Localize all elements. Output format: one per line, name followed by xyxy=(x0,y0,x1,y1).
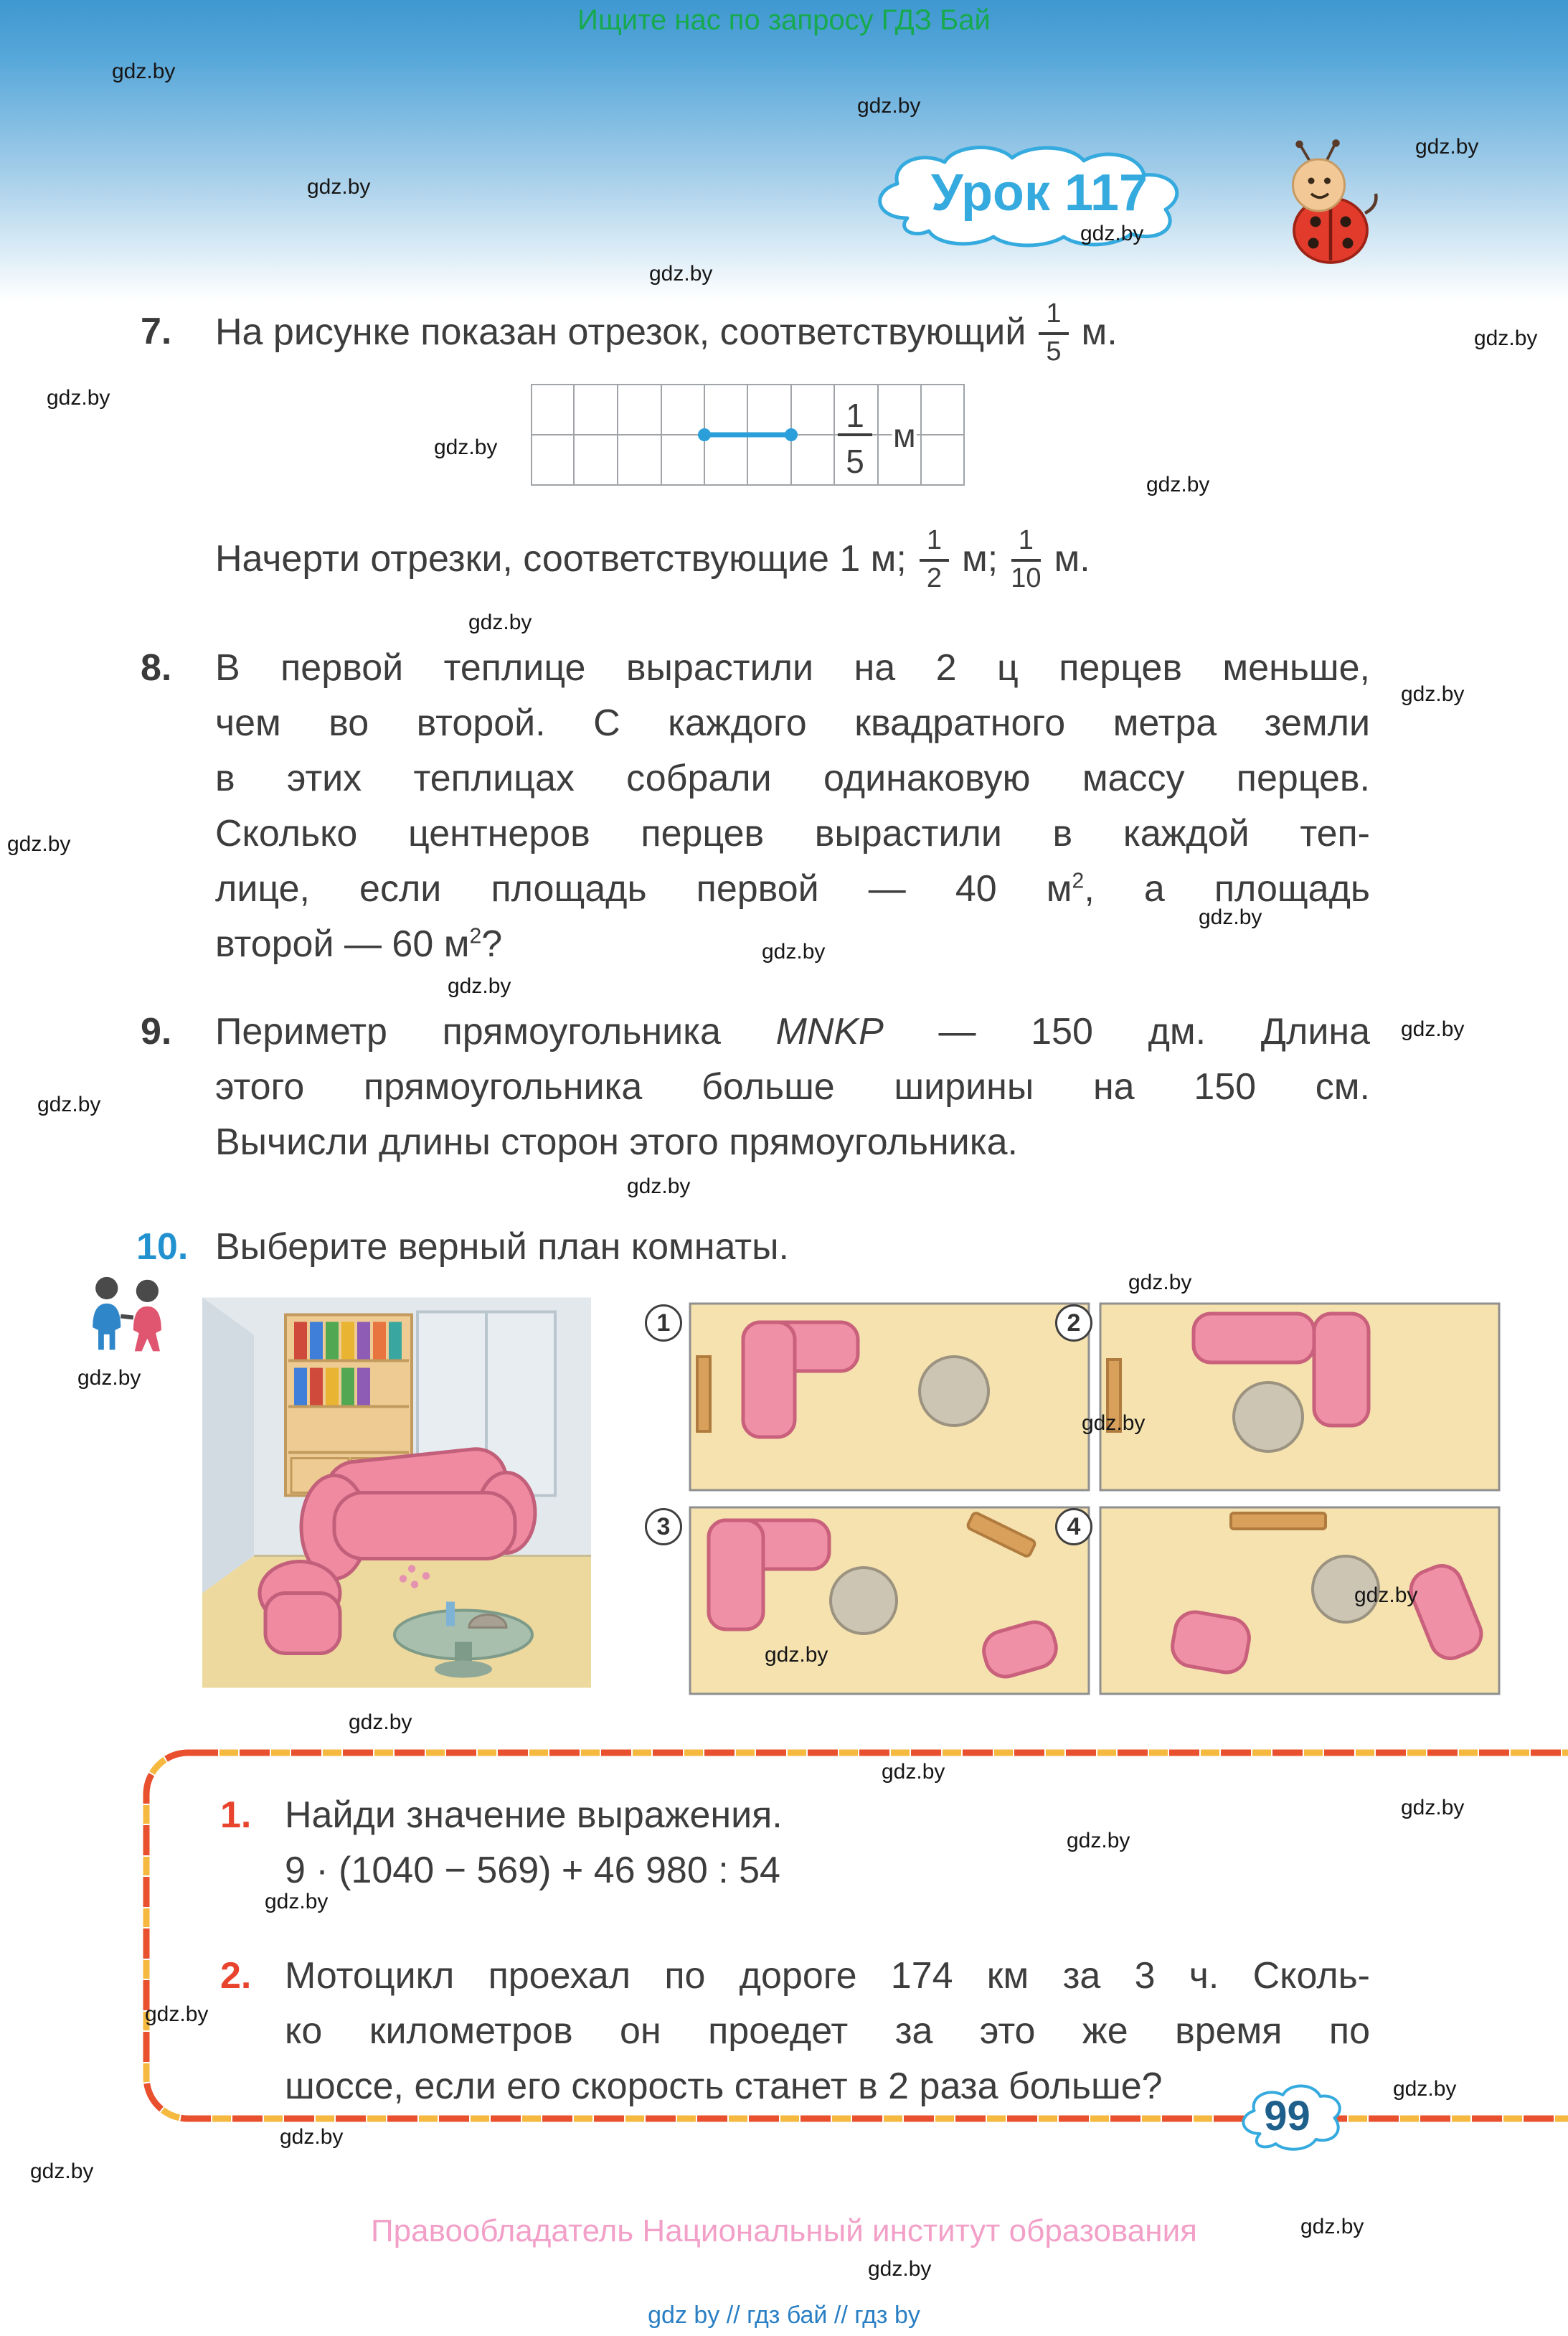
problem-10-text xyxy=(215,1220,1370,1275)
watermark-text: gdz.by xyxy=(1393,2077,1457,2101)
problem-9-text xyxy=(215,1004,1370,1170)
copyright-text: Правообладатель Национальный институт образования xyxy=(371,2213,1197,2248)
watermark-text: gdz.by xyxy=(1067,1829,1130,1852)
problem-8-text xyxy=(215,641,1370,972)
watermark-text: gdz.by xyxy=(37,1093,101,1116)
text-line: шоссе, если его скорость станет в 2 раза больше? xyxy=(285,2066,1163,2107)
top-banner: Ищите нас по запросу ГДЗ Бай xyxy=(577,4,991,36)
watermark-text: gdz.by xyxy=(448,974,511,998)
superscript: 2 xyxy=(469,924,482,948)
watermark-text: gdz.by xyxy=(868,2257,932,2281)
watermark-text: gdz.by xyxy=(1401,1796,1465,1819)
text-line: в этих теплицах собрали одинаковую массу перцев. xyxy=(215,758,1370,799)
watermark-text: gdz.by xyxy=(627,1174,691,1198)
watermark-text: gdz.by xyxy=(1199,905,1262,929)
page-number: 99 xyxy=(1264,2092,1310,2139)
text-line: Выберите верный план комнаты. xyxy=(215,1226,789,1268)
text-line: Периметр прямоугольника MNKP — 150 дм. Длина xyxy=(215,1011,1370,1052)
watermark-text: gdz.by xyxy=(1401,682,1465,706)
figure-fraction-numerator: 1 xyxy=(846,397,864,434)
watermark-text: gdz.by xyxy=(1401,1017,1465,1041)
rectangle-name: MNKP xyxy=(775,1011,884,1052)
boxed-problem-1-text xyxy=(285,1788,1370,1898)
watermark-text: gdz.by xyxy=(857,94,921,118)
watermark-text: gdz.by xyxy=(280,2125,344,2149)
room-illustration xyxy=(202,1297,591,1692)
boxed-problem-1-number: 1. xyxy=(220,1794,252,1836)
fraction-one-tenth: $\frac{1}{10}$ xyxy=(1011,524,1042,593)
fraction-one-fifth: $\frac{1}{5}$ xyxy=(1039,298,1068,367)
boxed-problem-2-text xyxy=(285,1949,1370,2114)
armchair xyxy=(260,1562,340,1654)
watermark-text: gdz.by xyxy=(765,1643,828,1667)
text-line: Найди значение выражения. xyxy=(285,1794,783,1836)
problem-8-number: 8. xyxy=(141,647,172,689)
plan-2-drawing xyxy=(1099,1302,1501,1492)
lesson-cloud xyxy=(856,141,1223,250)
plan-2-badge: 2 xyxy=(1055,1304,1092,1342)
text-line: этого прямоугольника больше ширины на 150 см. xyxy=(215,1066,1370,1108)
text-segment: м. xyxy=(1081,311,1118,353)
watermark-text: gdz.by xyxy=(30,2160,94,2183)
watermark-text: gdz.by xyxy=(762,940,826,964)
plan-3-drawing xyxy=(689,1506,1090,1695)
text-line: второй — 60 $м^2$? xyxy=(215,923,503,965)
watermark-text: gdz.by xyxy=(1300,2215,1364,2238)
watermark-text: gdz.by xyxy=(1128,1271,1192,1294)
text-segment: Начерти отрезки, соответствующие 1 м; xyxy=(215,538,907,580)
plan-4-badge: 4 xyxy=(1055,1508,1092,1545)
gdz-links[interactable]: gdz by // гдз бай // гдз by xyxy=(648,2302,920,2329)
text-line: лице, если площадь первой — 40 $м^2$, а площадь xyxy=(215,868,1370,910)
watermark-text: gdz.by xyxy=(7,832,71,856)
problem-7-statement xyxy=(215,290,1118,375)
watermark-text: gdz.by xyxy=(77,1366,141,1390)
problem-7-task xyxy=(215,515,1090,603)
text-line: Вычисли длины сторон этого прямоугольника. xyxy=(215,1121,1018,1163)
lesson-title: Урок 117 xyxy=(930,164,1148,222)
kids-icon xyxy=(82,1271,176,1365)
figure-unit-label: м xyxy=(893,417,916,454)
text-segment: На рисунке показан отрезок, соответствующий xyxy=(215,311,1026,353)
watermark-text: gdz.by xyxy=(1080,222,1144,245)
text-line: В первой теплице вырастили на 2 ц перцев меньше, xyxy=(215,647,1370,689)
watermark-text: gdz.by xyxy=(1474,326,1538,350)
watermark-text: gdz.by xyxy=(145,2002,209,2026)
expression: 9 · (1040 − 569) + 46 980 : 54 xyxy=(285,1850,780,1891)
plan-1-badge: 1 xyxy=(645,1304,682,1342)
watermark-text: gdz.by xyxy=(1354,1583,1418,1607)
page-number-cloud xyxy=(1228,2073,1346,2158)
problem-9-number: 9. xyxy=(141,1011,172,1052)
watermark-text: gdz.by xyxy=(1082,1411,1146,1435)
text-segment: м. xyxy=(1054,538,1090,580)
watermark-text: gdz.by xyxy=(349,1710,412,1734)
watermark-text: gdz.by xyxy=(649,262,713,286)
problem-7-number: 7. xyxy=(141,311,172,352)
fraction-one-half: $\frac{1}{2}$ xyxy=(920,525,949,593)
text-segment: м; xyxy=(962,538,998,580)
plan-3-badge: 3 xyxy=(645,1508,682,1545)
watermark-text: gdz.by xyxy=(112,60,176,83)
text-line: чем во второй. С каждого квадратного метра земли xyxy=(215,702,1370,744)
room-plan-option-3 xyxy=(656,1506,1090,1695)
figure-fraction-denominator: 5 xyxy=(846,443,864,480)
room-plan-option-1 xyxy=(656,1302,1090,1492)
watermark-text: gdz.by xyxy=(1146,473,1210,496)
watermark-text: gdz.by xyxy=(1415,135,1479,159)
watermark-text: gdz.by xyxy=(882,1760,945,1784)
watermark-text: gdz.by xyxy=(307,175,371,199)
plan-4-drawing xyxy=(1099,1506,1501,1695)
room-plan-option-2 xyxy=(1067,1302,1501,1492)
text-line: Сколько центнеров перцев вырастили в каждой теп- xyxy=(215,813,1370,854)
room-plan-option-4 xyxy=(1067,1506,1501,1695)
text-line: Мотоцикл проехал по дороге 174 км за 3 ч. Сколь- xyxy=(285,1955,1370,1997)
problem-10-number: 10. xyxy=(136,1226,189,1268)
plan-1-drawing xyxy=(689,1302,1090,1492)
ladybug-icon xyxy=(1278,138,1379,270)
watermark-text: gdz.by xyxy=(265,1890,329,1913)
text-line: ко километров он проедет за это же время по xyxy=(285,2010,1370,2052)
superscript: 2 xyxy=(1072,869,1085,893)
boxed-problem-2-number: 2. xyxy=(220,1955,252,1997)
watermark-text: gdz.by xyxy=(47,386,110,410)
measure-grid-figure xyxy=(531,384,965,489)
watermark-text: gdz.by xyxy=(468,611,532,634)
watermark-text: gdz.by xyxy=(434,435,498,459)
